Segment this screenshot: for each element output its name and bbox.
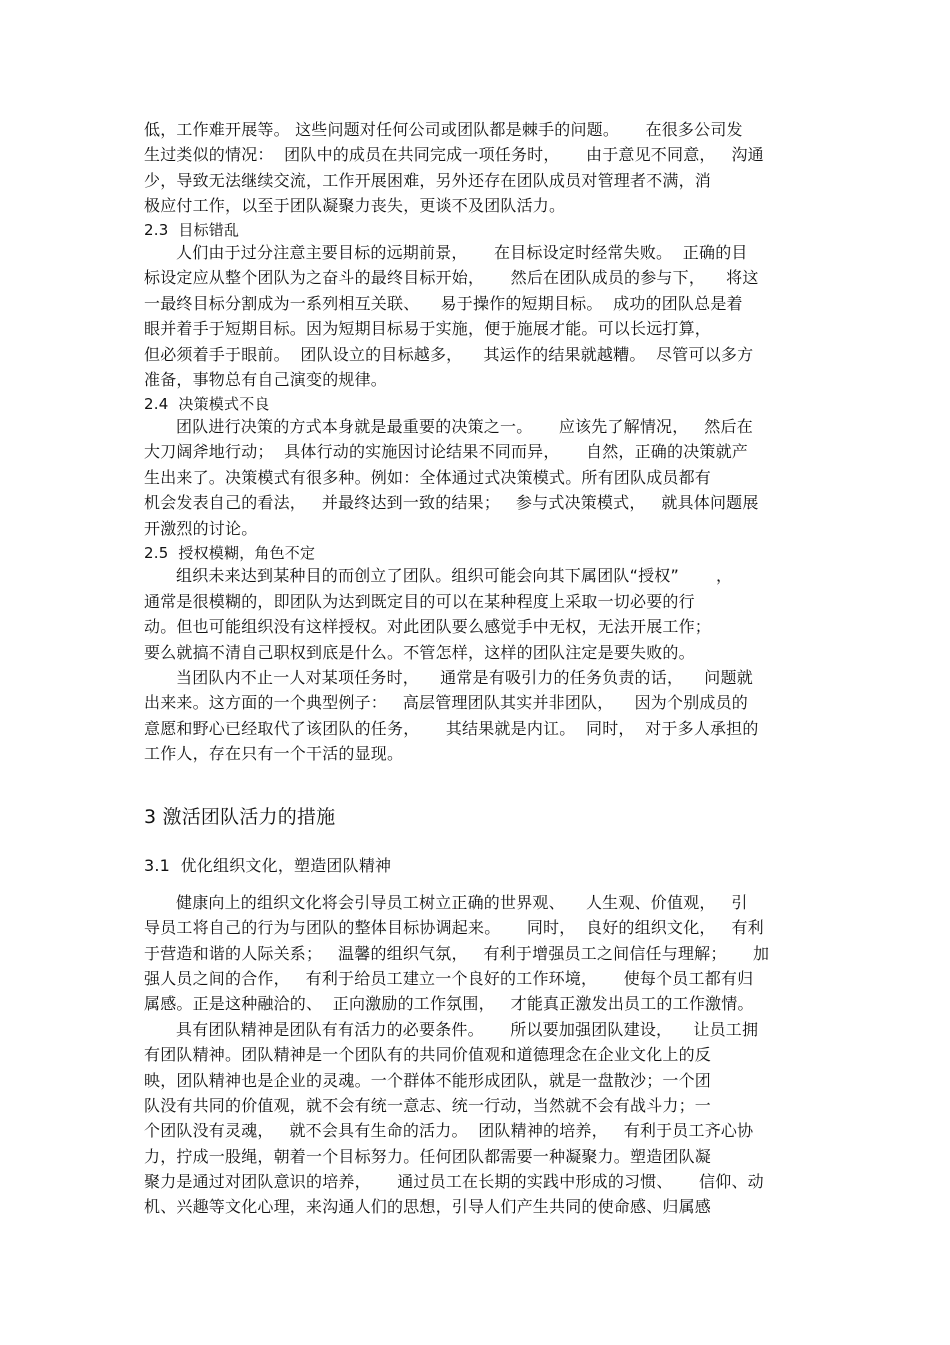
paragraph-line: 于营造和谐的人际关系； 温馨的组织气氛， 有利于增强员工之间信任与理解； 加 — [144, 944, 770, 963]
paragraph-line: 动。但也可能组织没有这样授权。对此团队要么感觉手中无权，无法开展工作； — [144, 617, 712, 636]
paragraph-line: 强人员之间的合作， 有利于给员工建立一个良好的工作环境， 使每个员工都有归 — [144, 969, 754, 988]
paragraph-line: 要么就搞不清自己职权到底是什么。不管怎样，这样的团队注定是要失败的。 — [144, 643, 695, 662]
paragraph-line: 人们由于过分注意主要目标的远期前景， 在目标设定时经常失败。 正确的目 — [176, 243, 748, 262]
paragraph-line: 生出来了。决策模式有很多种。例如：全体通过式决策模式。所有团队成员都有 — [144, 468, 712, 487]
paragraph-line: 机会发表自己的看法， 并最终达到一致的结果； 参与式决策模式， 就具体问题展 — [144, 493, 759, 512]
paragraph-line: 具有团队精神是团队有有活力的必要条件。 所以要加强团队建设， 让员工拥 — [176, 1020, 759, 1039]
paragraph-line: 准备，事物总有自己演变的规律。 — [144, 370, 388, 389]
paragraph-line: 团队进行决策的方式本身就是最重要的决策之一。 应该先了解情况， 然后在 — [176, 417, 753, 436]
paragraph-line: 意愿和野心已经取代了该团队的任务， 其结果就是内讧。 同时， 对于多人承担的 — [144, 719, 759, 738]
paragraph-line: 个团队没有灵魂， 就不会具有生命的活力。 团队精神的培养， 有利于员工齐心协 — [144, 1121, 754, 1140]
paragraph-line: 属感。正是这种融洽的、 正向激励的工作氛围， 才能真正激发出员工的工作激情。 — [144, 994, 754, 1013]
paragraph-line: 通常是很模糊的，即团队为达到既定目的可以在某种程度上采取一切必要的行 — [144, 592, 695, 611]
paragraph-line: 眼并着手于短期目标。因为短期目标易于实施，便于施展才能。可以长远打算， — [144, 319, 712, 338]
paragraph-line: 有团队精神。团队精神是一个团队有的共同价值观和道德理念在企业文化上的反 — [144, 1045, 712, 1064]
paragraph-line: 标设定应从整个团队为之奋斗的最终目标开始， 然后在团队成员的参与下， 将这 — [144, 268, 759, 287]
paragraph-line: 机、兴趣等文化心理，来沟通人们的思想，引导人们产生共同的使命感、归属感 — [144, 1197, 712, 1216]
paragraph-line: 组织未来达到某种目的而创立了团队。组织可能会向其下属团队“授权” ， — [176, 566, 733, 585]
paragraph-line: 开激烈的讨论。 — [144, 519, 258, 538]
paragraph-line: 健康向上的组织文化将会引导员工树立正确的世界观、 人生观、价值观， 引 — [176, 893, 748, 912]
section-heading-2-4: 2.4 决策模式不良 — [144, 395, 270, 413]
section-heading-3-1: 3.1 优化组织文化，塑造团队精神 — [144, 856, 392, 875]
paragraph-line: 聚力是通过对团队意识的培养， 通过员工在长期的实践中形成的习惯、 信仰、动 — [144, 1172, 764, 1191]
paragraph-line: 但必须着手于眼前。 团队设立的目标越多， 其运作的结果就越糟。 尽管可以多方 — [144, 345, 754, 364]
paragraph-line: 大刀阔斧地行动； 具体行动的实施因讨论结果不同而异， 自然，正确的决策就产 — [144, 442, 749, 461]
paragraph-line: 工作人，存在只有一个干活的显现。 — [144, 744, 404, 763]
section-heading-2-5: 2.5 授权模糊，角色不定 — [144, 544, 316, 562]
section-heading-2-3: 2.3 目标错乱 — [144, 221, 240, 239]
paragraph-line: 少，导致无法继续交流，工作开展困难，另外还存在团队成员对管理者不满，消 — [144, 171, 712, 190]
paragraph-line: 一最终目标分割成为一系列相互关联、 易于操作的短期目标。 成功的团队总是着 — [144, 294, 743, 313]
paragraph-line: 队没有共同的价值观，就不会有统一意志、统一行动，当然就不会有战斗力；一 — [144, 1096, 712, 1115]
paragraph-line: 导员工将自己的行为与团队的整体目标协调起来。 同时， 良好的组织文化， 有利 — [144, 918, 764, 937]
paragraph-line: 极应付工作，以至于团队凝聚力丧失，更谈不及团队活力。 — [144, 196, 566, 215]
paragraph-line: 当团队内不止一人对某项任务时， 通常是有吸引力的任务负责的话， 问题就 — [176, 668, 753, 687]
paragraph-line: 低，工作难开展等。 这些问题对任何公司或团队都是棘手的问题。 在很多公司发 — [144, 120, 743, 139]
paragraph-line: 映，团队精神也是企业的灵魂。一个群体不能形成团队，就是一盘散沙；一个团 — [144, 1071, 712, 1090]
chapter-heading-3: 3 激活团队活力的措施 — [144, 806, 336, 828]
paragraph-line: 力，拧成一股绳，朝着一个目标努力。任何团队都需要一种凝聚力。塑造团队凝 — [144, 1147, 712, 1166]
paragraph-line: 出来来。这方面的一个典型例子： 高层管理团队其实并非团队， 因为个别成员的 — [144, 693, 749, 712]
paragraph-line: 生过类似的情况： 团队中的成员在共同完成一项任务时， 由于意见不同意， 沟通 — [144, 145, 764, 164]
